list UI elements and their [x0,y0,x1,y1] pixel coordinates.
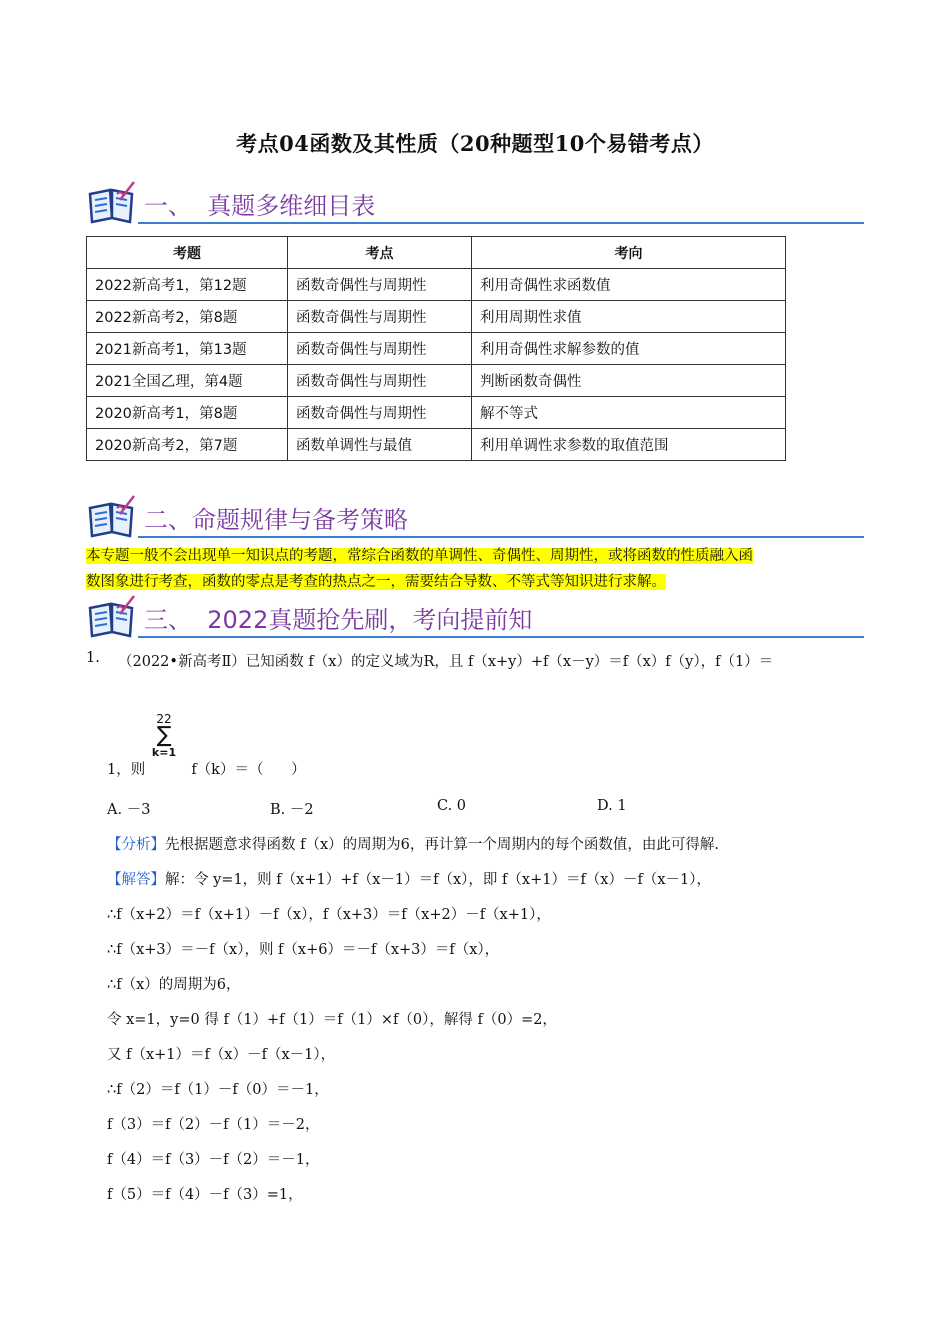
table-cell: 函数奇偶性与周期性 [288,333,472,365]
table-header-row [87,237,786,269]
section-heading-text: 二、命题规律与备考策略 [144,506,408,534]
strategy-paragraph [86,543,864,595]
sigma-symbol: ∑ [156,723,172,748]
table-cell: 利用奇偶性求解参数的值 [472,333,786,365]
solution-line: f（4）＝f（3）－f（2）＝－1， [107,1152,320,1168]
section-heading-two [86,492,864,544]
table-cell: 函数单调性与最值 [288,429,472,461]
solution-text: 解：令 y=1，则 f（x+1）+f（x－1）＝f（x），即 f（x+1）＝f（x）－f（x－1）， [165,872,712,888]
column-header: 考题 [87,237,288,269]
table-cell: 判断函数奇偶性 [472,365,786,397]
table-cell: 2021全国乙理，第4题 [87,365,288,397]
solution-line: ∴f（x+3）＝－f（x），则 f（x+6）＝－f（x+3）＝f（x）， [107,942,500,958]
option-d: D. 1 [597,798,627,814]
table-row [87,301,786,333]
section-rule [138,636,864,638]
open-book-icon [86,594,138,638]
option-c: C. 0 [437,798,467,814]
sum-lower-limit: k=1 [151,746,177,759]
table-cell: 2022新高考2，第8题 [87,301,288,333]
table-row [87,365,786,397]
table-cell: 2020新高考1，第8题 [87,397,288,429]
section-heading-text: 三、 2022真题抢先刷，考向提前知 [144,606,533,634]
summation-notation [148,712,180,759]
question-stem-continued: 1，则 f（k）＝（ ） [107,762,306,778]
section-rule [138,222,864,224]
table-row [87,333,786,365]
page-title: 考点04函数及其性质（20种题型10个易错考点） [236,131,714,156]
analysis-tag: 【分析】 [107,837,165,853]
analysis-line [107,833,719,854]
table-cell: 2022新高考1，第12题 [87,269,288,301]
table-cell: 函数奇偶性与周期性 [288,301,472,333]
solution-line: ∴f（2）＝f（1）－f（0）＝－1， [107,1082,329,1098]
sum-upper-limit: 22 [156,712,172,726]
table-cell: 利用奇偶性求函数值 [472,269,786,301]
solution-line: ∴f（x）的周期为6， [107,977,241,993]
section-heading-text: 一、 真题多维细目表 [144,192,376,220]
option-b: B. －2 [270,802,314,818]
analysis-text: 先根据题意求得函数 f（x）的周期为6，再计算一个周期内的每个函数值，由此可得解. [165,837,719,853]
table-cell: 2021新高考1，第13题 [87,333,288,365]
strategy-line: 数图象进行考查，函数的零点是考查的热点之一，需要结合导数、不等式等知识进行求解。 [86,574,666,590]
question-number: 1. [86,650,100,666]
solution-line: ∴f（x+2）＝f（x+1）－f（x），f（x+3）＝f（x+2）－f（x+1）， [107,907,551,923]
table-row [87,269,786,301]
table-cell: 利用单调性求参数的取值范围 [472,429,786,461]
solution-line: 令 x=1，y=0 得 f（1）+f（1）＝f（1）×f（0），解得 f（0）=2， [107,1012,557,1028]
open-book-icon [86,180,138,224]
table-cell: 函数奇偶性与周期性 [288,397,472,429]
solution-line: f（5）＝f（4）－f（3）=1， [107,1187,303,1203]
section-heading-one [86,178,864,230]
solution-first-line [107,868,711,889]
open-book-icon [86,494,138,538]
solution-line: 又 f（x+1）＝f（x）－f（x－1）， [107,1047,336,1063]
strategy-line: 本专题一般不会出现单一知识点的考题，常综合函数的单调性、奇偶性、周期性，或将函数的性质融入函 [86,548,753,564]
option-a: A. －3 [107,802,151,818]
table-cell: 利用周期性求值 [472,301,786,333]
section-rule [138,536,864,538]
section-heading-three [86,592,864,644]
table-cell: 2020新高考2，第7题 [87,429,288,461]
question-stem: （2022•新高考Ⅱ）已知函数 f（x）的定义域为R，且 f（x+y）+f（x－y）＝f（x）f（y），f（1）＝ [118,654,774,670]
solution-line: f（3）＝f（2）－f（1）＝－2， [107,1117,320,1133]
table-cell: 解不等式 [472,397,786,429]
table-row [87,397,786,429]
exam-table [86,236,786,461]
table-cell: 函数奇偶性与周期性 [288,269,472,301]
solution-tag: 【解答】 [107,872,165,888]
column-header: 考点 [288,237,472,269]
column-header: 考向 [472,237,786,269]
table-row [87,429,786,461]
table-cell: 函数奇偶性与周期性 [288,365,472,397]
